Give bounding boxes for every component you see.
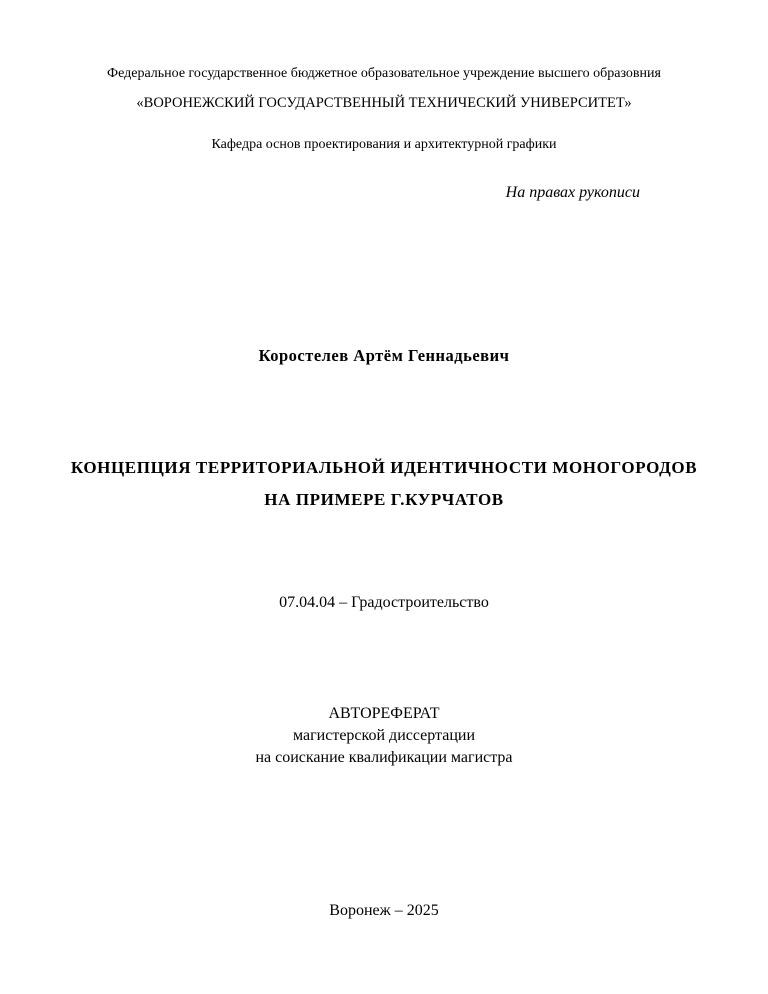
- thesis-title-line-2: НА ПРИМЕРЕ Г.КУРЧАТОВ: [264, 490, 504, 509]
- manuscript-rights-note: На правах рукописи: [505, 184, 640, 201]
- author-name: Коростелев Артём Геннадьевич: [258, 346, 510, 365]
- thesis-title-line-1: КОНЦЕПЦИЯ ТЕРРИТОРИАЛЬНОЙ ИДЕНТИЧНОСТИ МОНОГОРОДОВ: [70, 458, 698, 477]
- university-name: «ВОРОНЕЖСКИЙ ГОСУДАРСТВЕННЫЙ ТЕХНИЧЕСКИЙ УНИВЕРСИТЕТ»: [136, 95, 632, 111]
- institution-line: Федеральное государственное бюджетное образовательное учреждение высшего образовния: [107, 66, 661, 81]
- abstract-type-line-2: магистерской диссертации: [292, 727, 476, 744]
- city-and-year: Воронеж – 2025: [329, 902, 439, 919]
- specialty-code: 07.04.04 – Градостроительство: [279, 594, 489, 611]
- abstract-type-line-1: АВТОРЕФЕРАТ: [328, 705, 440, 722]
- abstract-type-line-3: на соискание квалификации магистра: [255, 749, 513, 766]
- abstract-type-block: [0, 703, 768, 769]
- department-line: Кафедра основ проектирования и архитектурной графики: [211, 137, 557, 152]
- thesis-title: [0, 452, 768, 516]
